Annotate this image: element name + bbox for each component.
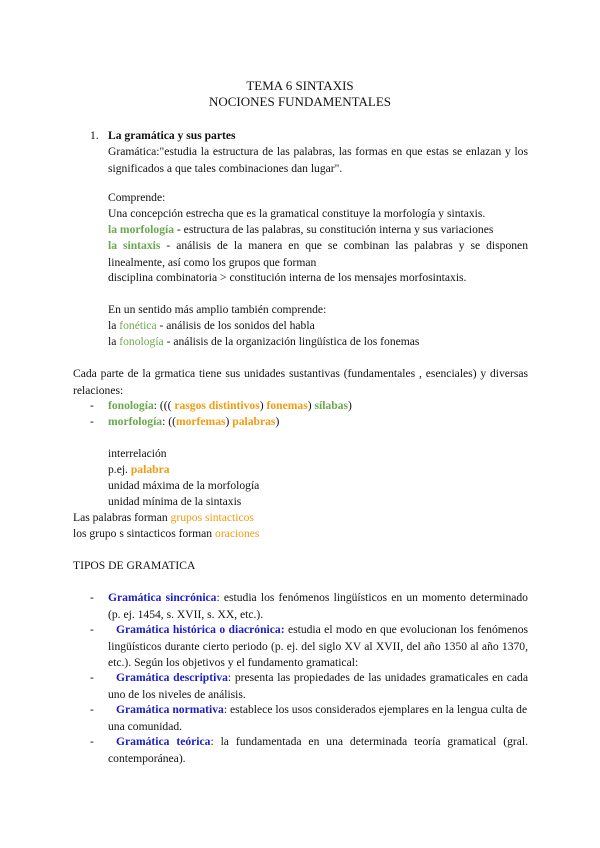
morfologia-text: - estructura de las palabras, su constitución interna y sus variaciones — [174, 223, 494, 236]
morfologia-unit-term: morfología — [108, 415, 163, 428]
tipos-heading: TIPOS DE GRAMATICA — [73, 559, 196, 572]
fonologia-term: fonología — [119, 335, 164, 348]
unidad-maxima: unidad máxima de la morfología — [108, 479, 260, 492]
sep-f: ) — [225, 415, 233, 428]
fonetica-text: - análisis de los sonidos del habla — [156, 319, 315, 332]
palabras: palabras — [232, 415, 276, 428]
sintaxis-text: - análisis de la manera en que se combinan las palabras y se disponen linealmente, así como los grupos que forman — [108, 239, 528, 269]
sep-c: ) — [307, 399, 315, 412]
pej-label: p.ej. — [108, 463, 131, 476]
sep-a: : ((( — [153, 399, 172, 412]
fonetica-prefix: la — [108, 319, 120, 332]
forman-text-1: Las palabras forman — [73, 511, 171, 524]
definition-paragraph — [108, 144, 528, 177]
fonetica-term: fonética — [119, 319, 157, 332]
disciplina-text: disciplina combinatoria > constitución interna de los mensajes morfosintaxis. — [108, 271, 467, 284]
fonologia-unit-term: fonología — [108, 399, 154, 412]
dash-t4: - — [90, 703, 94, 716]
tipo-item — [108, 702, 528, 735]
tipo-text: : estudia los fenómenos lingüísticos en un momento determinado (p. ej. 1454, s. XVII, s. XX, etc.). — [108, 591, 528, 621]
tipo-item — [108, 622, 528, 672]
dash-t2: - — [90, 623, 94, 636]
fonologia-text: - análisis de la organización lingüística de los fonemas — [163, 335, 420, 348]
tipo-term: Gramática histórica o diacrónica: — [116, 623, 285, 636]
definition-label: Gramática: — [108, 145, 160, 158]
morfologia-line — [108, 222, 493, 239]
fonologia-line — [108, 334, 419, 351]
palabras-forman — [73, 510, 254, 527]
dash-t3: - — [90, 671, 94, 684]
grupos-sintacticos: grupos sintacticos — [170, 511, 254, 524]
comprende-label: Comprende: — [108, 191, 166, 204]
silabas: sílabas — [314, 399, 348, 412]
fonemas: fonemas — [266, 399, 308, 412]
sep-g: ) — [275, 415, 280, 428]
tipo-item — [108, 734, 528, 767]
fonologia-prefix: la — [108, 335, 120, 348]
unidades-intro: Cada parte de la grmatica tiene sus unidades sustantivas (fundamentales , esenciales) y diversas relaciones: — [73, 367, 528, 397]
tipo-term: Gramática descriptiva — [116, 671, 228, 684]
page-title: TEMA 6 SINTAXIS — [246, 78, 354, 93]
tipo-text: : presenta las propiedades de las unidades gramaticales en cada uno de los niveles de análisis. — [108, 671, 528, 701]
section-heading: La gramática y sus partes — [108, 129, 236, 142]
amplio-text: En un sentido más amplio también comprende: — [108, 303, 327, 316]
tipo-term: Gramática normativa — [116, 703, 224, 716]
sintaxis-paragraph — [108, 238, 528, 271]
unidad-minima: unidad mínima de la sintaxis — [108, 495, 242, 508]
dash-1: - — [90, 399, 94, 412]
section-number: 1. — [90, 129, 99, 142]
sep-e: : (( — [162, 415, 176, 428]
forman-text-2: los grupo s sintacticos forman — [73, 527, 216, 540]
definition-text: "estudia la estructura de las palabras, las formas en que estas se enlazan y los significados a que tales combinaciones dan lugar". — [108, 145, 528, 175]
concepcion-text: Una concepción estrecha que es la gramatical constituye la morfología y sintaxis. — [108, 207, 486, 220]
tipo-text: : establece los usos considerados ejemplares en la lengua culta de una comunidad. — [108, 703, 528, 733]
sep-d: ) — [347, 399, 352, 412]
palabra-example: palabra — [130, 463, 170, 476]
dash-2: - — [90, 415, 94, 428]
tipo-term: Gramática sincrónica — [108, 591, 217, 604]
dash-t5: - — [90, 735, 94, 748]
tipo-item — [108, 670, 528, 703]
fonetica-line — [108, 318, 315, 335]
rasgos-distintivos: rasgos distintivos — [171, 399, 260, 412]
tipo-item — [108, 590, 528, 623]
tipo-text: estudia el modo en que evolucionan los fenómenos lingüísticos durante cierto periodo (p. ej. del siglo XV al XVII, del año 1350 al año 1370, etc.). Según los objetivos y el fundamento gramatical: — [108, 623, 529, 669]
oraciones: oraciones — [215, 527, 260, 540]
pej-line — [108, 462, 170, 479]
morfemas: morfemas — [175, 415, 226, 428]
tipo-term: Gramática teórica — [116, 735, 211, 748]
sintaxis-term: la sintaxis — [108, 239, 161, 252]
morfologia-units — [108, 414, 279, 431]
tipo-text: : la fundamentada en una determinada teoría gramatical (gral. contemporánea). — [108, 735, 529, 765]
interrelacion: interrelación — [108, 447, 167, 460]
fonologia-units — [108, 398, 352, 415]
sep-b: ) — [259, 399, 267, 412]
grupos-forman — [73, 526, 259, 543]
page-subtitle: NOCIONES FUNDAMENTALES — [208, 94, 392, 109]
morfologia-term: la morfología — [108, 223, 175, 236]
dash-t1: - — [90, 591, 94, 604]
